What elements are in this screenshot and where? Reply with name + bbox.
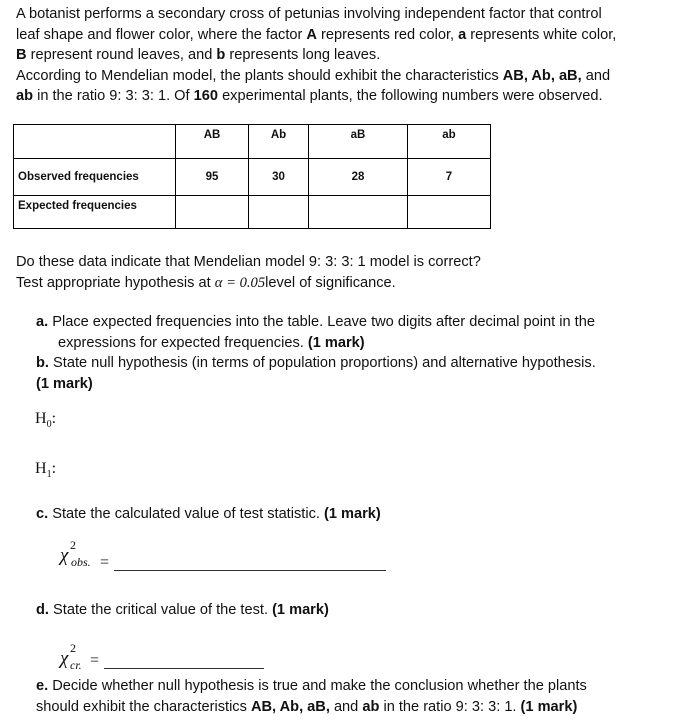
header-Ab: Ab [249,125,309,159]
expected-aB-cell[interactable] [309,196,408,229]
answer-line-cr[interactable] [104,668,264,669]
frequency-table [13,124,491,229]
expected-label: Expected frequencies [14,196,176,229]
observed-AB: 95 [176,159,249,196]
problem-statement [16,4,688,107]
part-b: b. State null hypothesis (in terms of population proportions) and alternative hypothesis. (1 mark) [36,355,596,392]
problem-line-4: According to Mendelian model, the plants should exhibit the characteristics AB, Ab, aB, and [16,67,611,84]
expected-ab-cell[interactable] [408,196,491,229]
question-line-1: Do these data indicate that Mendelian model 9: 3: 3: 1 model is correct? [16,254,481,270]
expected-Ab-cell[interactable] [249,196,309,229]
table-corner-cell [14,125,176,159]
equals-sign-obs: = [100,554,110,571]
chi-square-observed: χ 2 obs. [60,538,91,569]
problem-line-2: leaf shape and flower color, where the factor A represents red color, a represents white color, [16,26,617,43]
problem-line-1: A botanist performs a secondary cross of petunias involving independent factor that control [16,6,602,22]
part-a: a. Place expected frequencies into the table. Leave two digits after decimal point in the expressions for expected frequencies. (1 mark) [36,314,595,351]
observed-row [14,159,491,196]
alpha-value: α = 0.05 [214,274,266,291]
alt-hypothesis-label: $H_1$: [35,460,57,481]
null-hypothesis-label: $H_0$: [35,410,57,431]
observed-ab: 7 [408,159,491,196]
observed-label: Observed frequencies [14,159,176,196]
question-line-2: Test appropriate hypothesis at α = 0.05level of significance. [16,274,396,291]
table-header-row [14,125,491,159]
header-AB: AB [176,125,249,159]
question-text [16,252,481,293]
answer-line-obs[interactable] [114,570,386,571]
expected-AB-cell[interactable] [176,196,249,229]
part-e: e. Decide whether null hypothesis is true and make the conclusion whether the plants should exhibit the characteristics AB, Ab, aB, and ab in the ratio 9: 3: 3: 1. (1 mark) [36,678,587,715]
expected-row [14,196,491,229]
problem-line-3: B represent round leaves, and b represents long leaves. [16,47,381,63]
observed-aB: 28 [309,159,408,196]
part-d: d. State the critical value of the test. (1 mark) [36,602,329,618]
header-ab: ab [408,125,491,159]
problem-line-5: ab in the ratio 9: 3: 3: 1. Of 160 experimental plants, the following numbers were observed. [16,88,603,104]
chi-square-critical: χ 2 cr. [60,641,82,672]
observed-Ab: 30 [249,159,309,196]
equals-sign-cr: = [90,652,100,669]
part-c: c. State the calculated value of test statistic. (1 mark) [36,506,381,522]
header-aB: aB [309,125,408,159]
